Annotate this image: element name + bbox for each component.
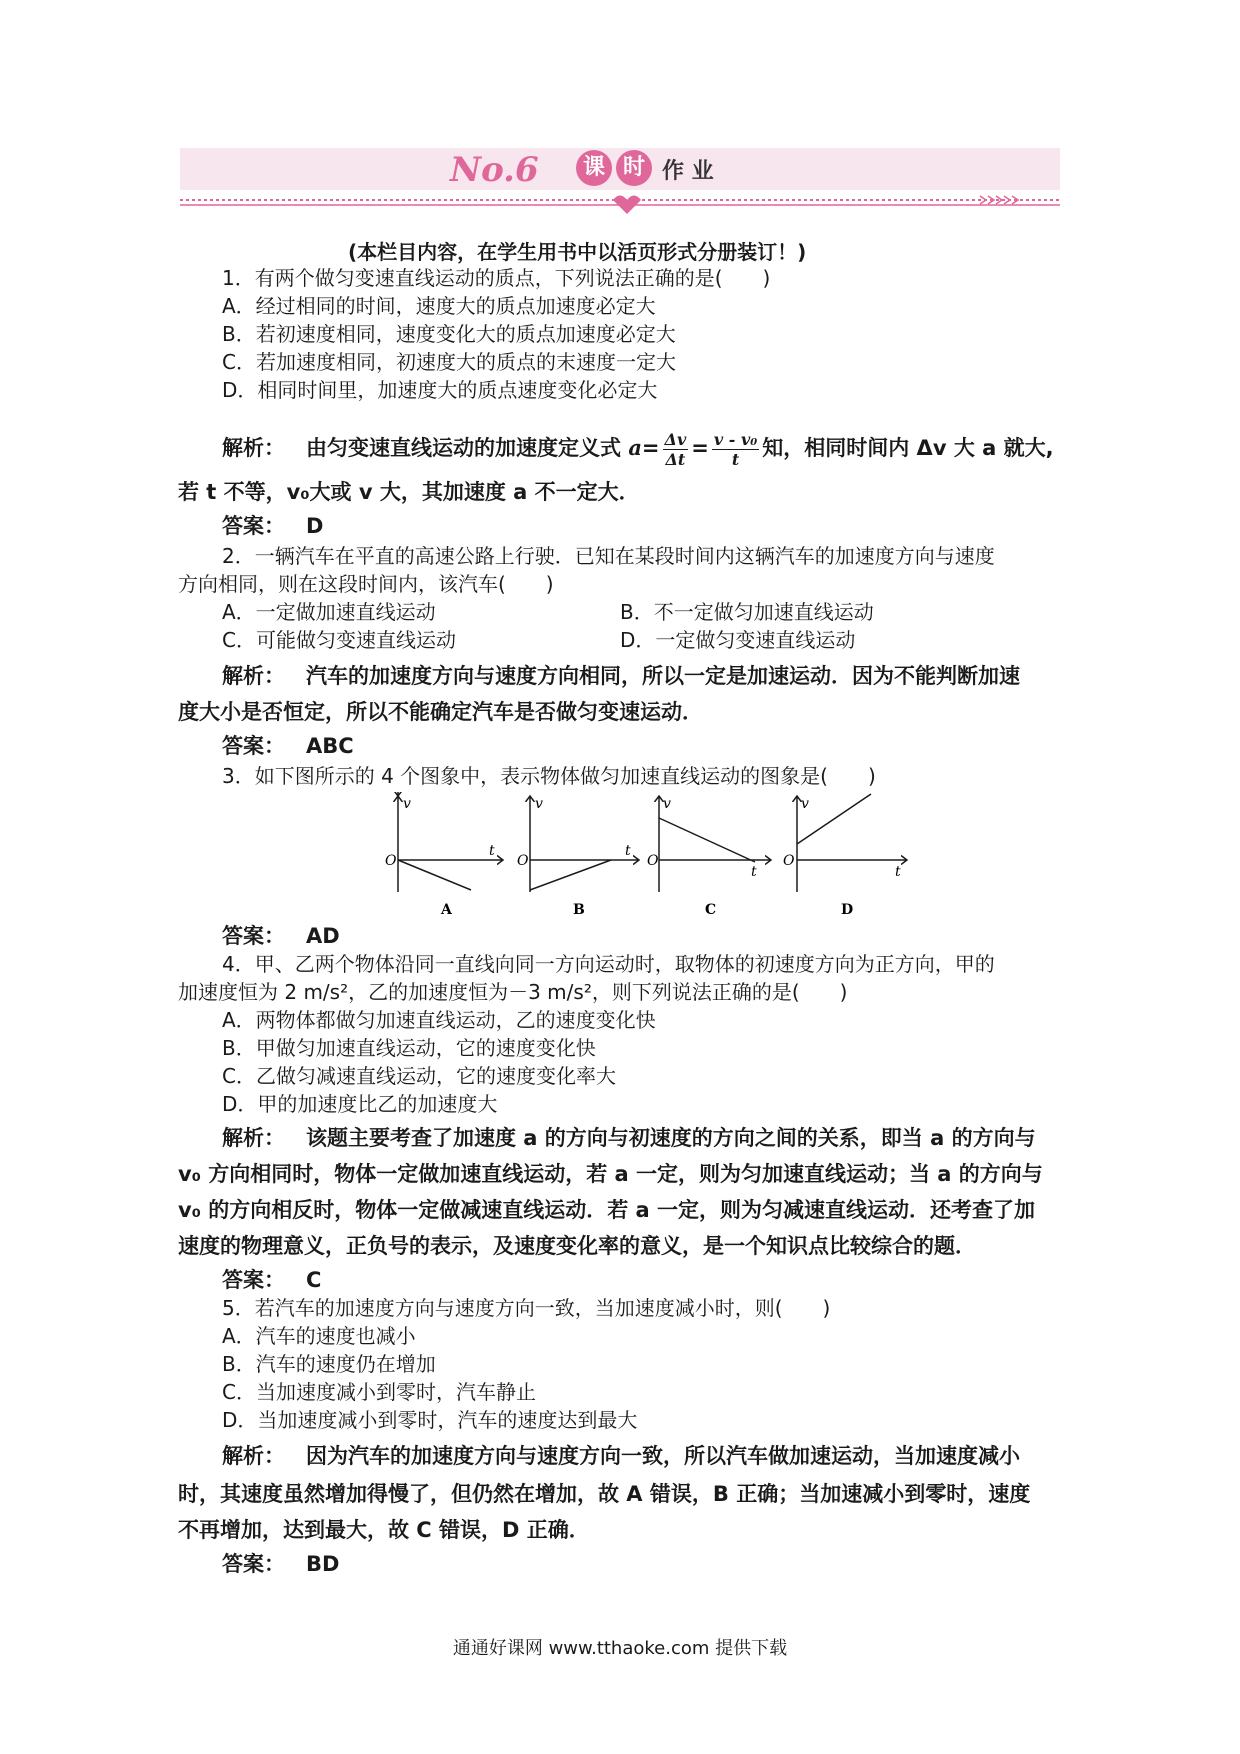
q2-analysis-line2: 度大小是否恒定，所以不能确定汽车是否做匀变速运动． [178, 700, 703, 724]
graph-a [385, 792, 503, 918]
graph-c-origin: O [647, 853, 659, 869]
q1-analysis-line2: 若 t 不等，v₀大或 v 大，其加速度 a 不一定大． [178, 480, 640, 504]
q4-analysis-line2: v₀ 方向相同时，物体一定做加速直线运动，若 a 一定，则为匀加速直线运动；当 a 的方向与 [178, 1162, 1043, 1186]
badge-char-2: 时 [616, 150, 652, 186]
graph-d-v: v [801, 796, 809, 812]
q1-answer: 答案： D [222, 514, 324, 538]
graph-b-line [530, 860, 611, 890]
graph-d-t: t [895, 864, 901, 880]
graph-b-letter: B [573, 902, 585, 918]
q4-answer-value: C [306, 1268, 322, 1292]
q2-option-b: B．不一定做匀加速直线运动 [620, 600, 874, 624]
q2-analysis-line1: 解析： 汽车的加速度方向与速度方向相同，所以一定是加速运动．因为不能判断加速 [222, 664, 1020, 688]
q4-stem-line2: 加速度恒为 2 m/s²，乙的加速度恒为－3 m/s²，则下列说法正确的是( ) [178, 980, 848, 1004]
q3-stem: 3．如下图所示的 4 个图象中，表示物体做匀加速直线运动的图象是( ) [222, 764, 876, 788]
q2-answer-value: ABC [306, 734, 354, 758]
q1-stem: 1．有两个做匀变速直线运动的质点，下列说法正确的是( ) [222, 266, 771, 290]
q1-answer-value: D [306, 514, 324, 538]
q4-analysis-line1: 解析： 该题主要考查了加速度 a 的方向与初速度的方向之间的关系，即当 a 的方向与 [222, 1126, 1036, 1150]
graph-a-origin: O [385, 853, 397, 869]
q5-analysis-line3: 不再增加，达到最大，故 C 错误，D 正确． [178, 1518, 590, 1542]
q1-analysis-post: 知，相同时间内 Δv 大 a 就大, [762, 436, 1054, 460]
q4-option-c: C．乙做匀减速直线运动，它的速度变化率大 [222, 1064, 616, 1088]
q1-option-c: C．若加速度相同，初速度大的质点的末速度一定大 [222, 350, 676, 374]
graph-b-t: t [625, 843, 631, 859]
q5-analysis-line1: 解析： 因为汽车的加速度方向与速度方向一致，所以汽车做加速运动，当加速度减小 [222, 1444, 1020, 1468]
q1-option-b: B．若初速度相同，速度变化大的质点加速度必定大 [222, 322, 676, 346]
graph-d [783, 794, 907, 918]
arrows-decoration-icon [980, 196, 1018, 204]
q2-stem-line1: 2．一辆汽车在平直的高速公路上行驶．已知在某段时间内这辆汽车的加速度方向与速度 [222, 544, 995, 568]
q1-option-a: A．经过相同的时间，速度大的质点加速度必定大 [222, 294, 656, 318]
q4-option-d: D．甲的加速度比乙的加速度大 [222, 1092, 498, 1116]
graph-a-t: t [489, 843, 495, 859]
graph-c-v: v [663, 796, 671, 812]
lesson-number: No.6 [450, 150, 539, 190]
binding-note: (本栏目内容，在学生用书中以活页形式分册装订！) [348, 240, 807, 264]
graph-b-v: v [535, 796, 543, 812]
q1-fraction-2: $\frac{\text{v - v₀}}{t}$ [713, 429, 758, 469]
q5-option-d: D．当加速度减小到零时，汽车的速度达到最大 [222, 1408, 638, 1432]
graph-d-letter: D [841, 902, 854, 918]
header-banner [180, 140, 1060, 220]
q3-answer: 答案： AD [222, 924, 340, 948]
q2-answer: 答案： ABC [222, 734, 354, 758]
q3-graphs [375, 792, 915, 918]
graph-c-line [659, 818, 755, 862]
q1-analysis-label: 解析： [222, 436, 285, 460]
q1-fraction-1: $\frac{\Delta v}{\Delta t}$ [664, 429, 687, 469]
q2-stem-line2: 方向相同，则在这段时间内，该汽车( ) [178, 572, 554, 596]
q5-analysis-line2: 时，其速度虽然增加得慢了，但仍然在增加，故 A 错误，B 正确；当加速减小到零时，速度 [178, 1482, 1031, 1506]
page-footer: 通通好课网 www.tthaoke.com 提供下载 [452, 1638, 788, 1659]
graph-b [517, 796, 639, 918]
q5-answer-value: BD [306, 1552, 340, 1576]
q2-options-row2 [222, 626, 1112, 654]
q2-option-a: A．一定做加速直线运动 [222, 600, 436, 624]
graph-c [647, 796, 771, 918]
q2-option-d: D．一定做匀变速直线运动 [620, 628, 856, 652]
q5-answer: 答案： BD [222, 1552, 340, 1576]
graph-c-letter: C [705, 902, 717, 918]
graph-a-v: v [403, 796, 411, 812]
graph-c-t: t [751, 864, 757, 880]
q1-option-d: D．相同时间里，加速度大的质点速度变化必定大 [222, 378, 658, 402]
graph-a-line [398, 860, 471, 890]
q5-option-b: B．汽车的速度仍在增加 [222, 1352, 436, 1376]
q1-analysis: 解析： 由匀变速直线运动的加速度定义式 a= $\frac{\Delta v}{\Delta t}$ = $\frac{\text{v - v₀}}{t}$ 知，相同时间内 Δv 大 a 就大, [222, 429, 1054, 469]
q4-option-a: A．两物体都做匀加速直线运动，乙的速度变化快 [222, 1008, 656, 1032]
q5-option-c: C．当加速度减小到零时，汽车静止 [222, 1380, 536, 1404]
q5-stem: 5．若汽车的加速度方向与速度方向一致，当加速度减小时，则( ) [222, 1296, 831, 1320]
q2-option-c: C．可能做匀变速直线运动 [222, 628, 456, 652]
q3-answer-value: AD [306, 924, 340, 948]
q4-stem-line1: 4．甲、乙两个物体沿同一直线向同一方向运动时，取物体的初速度方向为正方向，甲的 [222, 952, 995, 976]
graph-b-origin: O [517, 853, 529, 869]
q1-analysis-pre: 由匀变速直线运动的加速度定义式 [306, 436, 621, 460]
graph-d-origin: O [783, 853, 795, 869]
graph-a-letter: A [441, 902, 452, 918]
q4-option-b: B．甲做匀加速直线运动，它的速度变化快 [222, 1036, 596, 1060]
header-suffix: 作 业 [662, 159, 714, 184]
q2-options-row1 [222, 598, 1112, 626]
q5-option-a: A．汽车的速度也减小 [222, 1324, 416, 1348]
badge-char-1: 课 [576, 150, 612, 186]
q4-analysis-line3: v₀ 的方向相反时，物体一定做减速直线运动．若 a 一定，则为匀减速直线运动．还考查了加 [178, 1198, 1035, 1222]
q4-answer: 答案： C [222, 1268, 322, 1292]
q4-analysis-line4: 速度的物理意义，正负号的表示，及速度变化率的意义，是一个知识点比较综合的题． [178, 1234, 976, 1258]
